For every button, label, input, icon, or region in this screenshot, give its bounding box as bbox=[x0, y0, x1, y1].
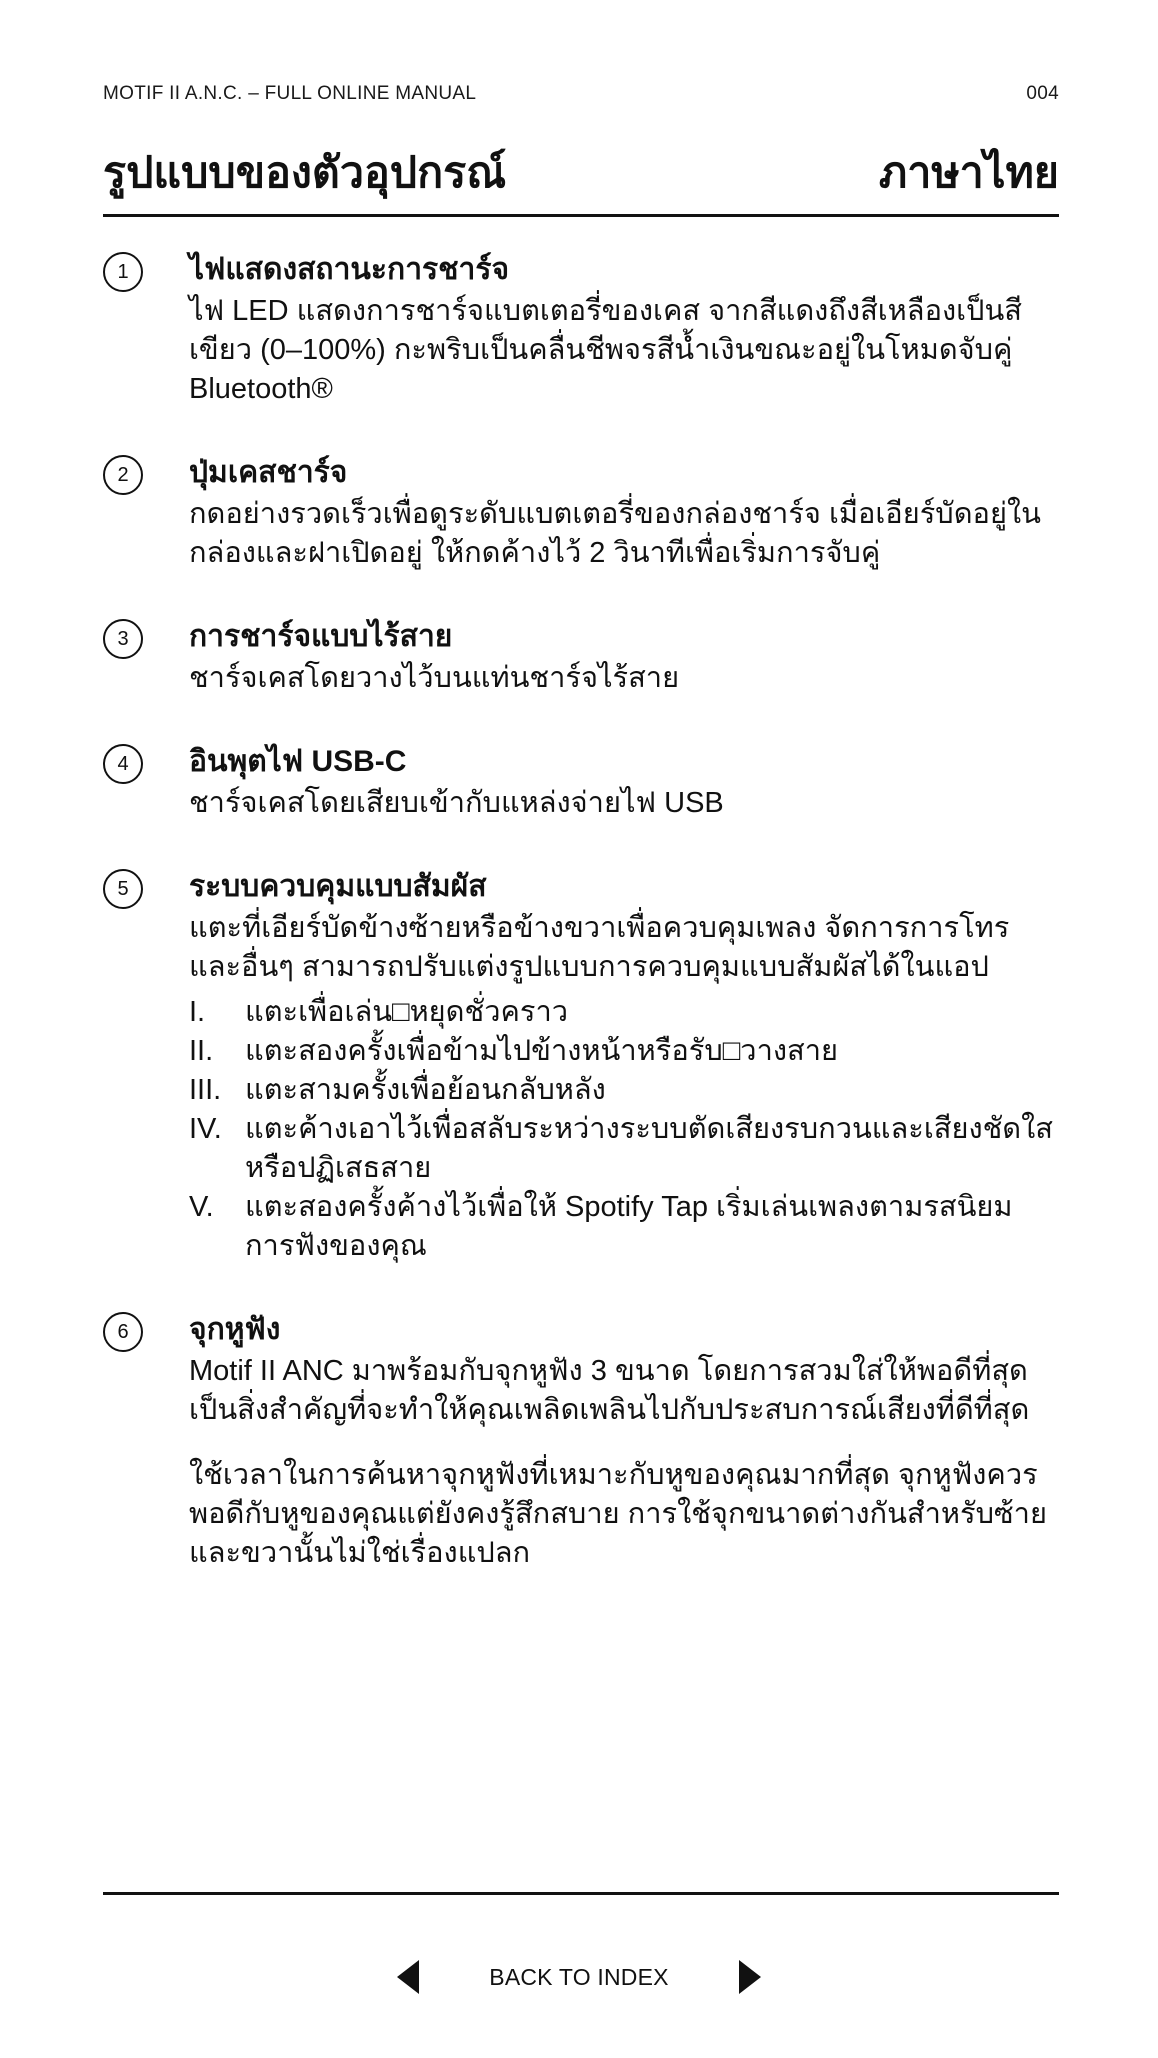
section-paragraph: Motif II ANC มาพร้อมกับจุกหูฟัง 3 ขนาด โดยการสวมใส่ให้พอดีที่สุดเป็นสิ่งสำคัญที่จะทำให้คุณเพลิดเพลินไปกับประสบการณ์เสียงที่ดีที่สุด bbox=[189, 1355, 1030, 1426]
triangle-right-icon[interactable] bbox=[739, 1960, 761, 1994]
section-paragraph: ไฟ LED แสดงการชาร์จแบตเตอรี่ของเคส จากสีแดงถึงสีเหลืองเป็นสีเขียว (0–100%) กะพริบเป็นคลื่นชีพจรสีน้ำเงินขณะอยู่ในโหมดจับคู่ Bluetooth® bbox=[189, 295, 1022, 405]
list-item-text: แตะเพื่อเล่น□หยุดชั่วคราว bbox=[245, 996, 569, 1028]
section-paragraph: ใช้เวลาในการค้นหาจุกหูฟังที่เหมาะกับหูของคุณมากที่สุด จุกหูฟังควรพอดีกับหูของคุณแต่ยังคงรู้สึกสบาย การใช้จุกขนาดต่างกันสำหรับซ้ายและขวานั้นไม่ใช่เรื่องแปลก bbox=[189, 1459, 1047, 1569]
section-touch-controls bbox=[103, 867, 1059, 1266]
list-item-text: แตะสองครั้งค้างไว้เพื่อให้ Spotify Tap เริ่มเล่นเพลงตามรสนิยมการฟังของคุณ bbox=[245, 1191, 1013, 1262]
list-item-text: แตะสามครั้งเพื่อย้อนกลับหลัง bbox=[245, 1074, 606, 1106]
document-title: MOTIF II A.N.C. – FULL ONLINE MANUAL bbox=[103, 83, 477, 104]
back-to-index-link[interactable]: BACK TO INDEX bbox=[489, 1963, 669, 1990]
list-numeral: IV. bbox=[189, 1113, 222, 1145]
list-numeral: V. bbox=[189, 1191, 214, 1223]
manual-content bbox=[103, 250, 1059, 1617]
list-item bbox=[189, 1110, 1059, 1188]
list-numeral: III. bbox=[189, 1074, 222, 1106]
section-title: การชาร์จแบบไร้สาย bbox=[189, 620, 453, 653]
page-heading bbox=[103, 138, 1059, 217]
section-number-badge: 4 bbox=[103, 744, 143, 784]
footer-navigation bbox=[0, 1960, 1158, 1994]
list-item bbox=[189, 1032, 1059, 1071]
touch-controls-list bbox=[189, 993, 1059, 1266]
list-item bbox=[189, 993, 1059, 1032]
triangle-left-icon[interactable] bbox=[397, 1960, 419, 1994]
section-paragraph: ชาร์จเคสโดยเสียบเข้ากับแหล่งจ่ายไฟ USB bbox=[189, 787, 724, 819]
list-numeral: II. bbox=[189, 1035, 214, 1067]
section-number-badge: 3 bbox=[103, 619, 143, 659]
page-title: รูปแบบของตัวอุปกรณ์ bbox=[103, 149, 507, 197]
section-usb-c-input bbox=[103, 742, 1059, 823]
section-title: ไฟแสดงสถานะการชาร์จ bbox=[189, 253, 510, 286]
section-charge-indicator bbox=[103, 250, 1059, 409]
section-ear-tips bbox=[103, 1310, 1059, 1573]
running-header bbox=[103, 83, 1059, 105]
section-case-button bbox=[103, 453, 1059, 573]
list-item-text: แตะค้างเอาไว้เพื่อสลับระหว่างระบบตัดเสียงรบกวนและเสียงชัดใส หรือปฏิเสธสาย bbox=[245, 1113, 1053, 1184]
section-title: ระบบควบคุมแบบสัมผัส bbox=[189, 870, 487, 903]
section-title: ปุ่มเคสชาร์จ bbox=[189, 456, 348, 489]
section-wireless-charging bbox=[103, 617, 1059, 698]
language-label: ภาษาไทย bbox=[878, 149, 1059, 197]
section-paragraph: กดอย่างรวดเร็วเพื่อดูระดับแบตเตอรี่ของกล่องชาร์จ เมื่อเอียร์บัดอยู่ในกล่องและฝาเปิดอยู่ ให้กดค้างไว้ 2 วินาทีเพื่อเริ่มการจับคู่ bbox=[189, 498, 1041, 569]
section-title: จุกหูฟัง bbox=[189, 1313, 281, 1346]
page-number: 004 bbox=[1026, 83, 1059, 104]
section-number-badge: 6 bbox=[103, 1312, 143, 1352]
section-number-badge: 5 bbox=[103, 869, 143, 909]
list-item-text: แตะสองครั้งเพื่อข้ามไปข้างหน้าหรือรับ□วางสาย bbox=[245, 1035, 838, 1067]
list-item bbox=[189, 1071, 1059, 1110]
section-title: อินพุตไฟ USB-C bbox=[189, 745, 407, 778]
section-paragraph: แตะที่เอียร์บัดข้างซ้ายหรือข้างขวาเพื่อควบคุมเพลง จัดการการโทร และอื่นๆ สามารถปรับแต่งรูปแบบการควบคุมแบบสัมผัสได้ในแอป bbox=[189, 912, 1010, 983]
section-number-badge: 2 bbox=[103, 455, 143, 495]
list-numeral: I. bbox=[189, 996, 206, 1028]
footer-divider bbox=[103, 1892, 1059, 1895]
section-number-badge: 1 bbox=[103, 252, 143, 292]
section-paragraph: ชาร์จเคสโดยวางไว้บนแท่นชาร์จไร้สาย bbox=[189, 662, 680, 694]
list-item bbox=[189, 1188, 1059, 1266]
